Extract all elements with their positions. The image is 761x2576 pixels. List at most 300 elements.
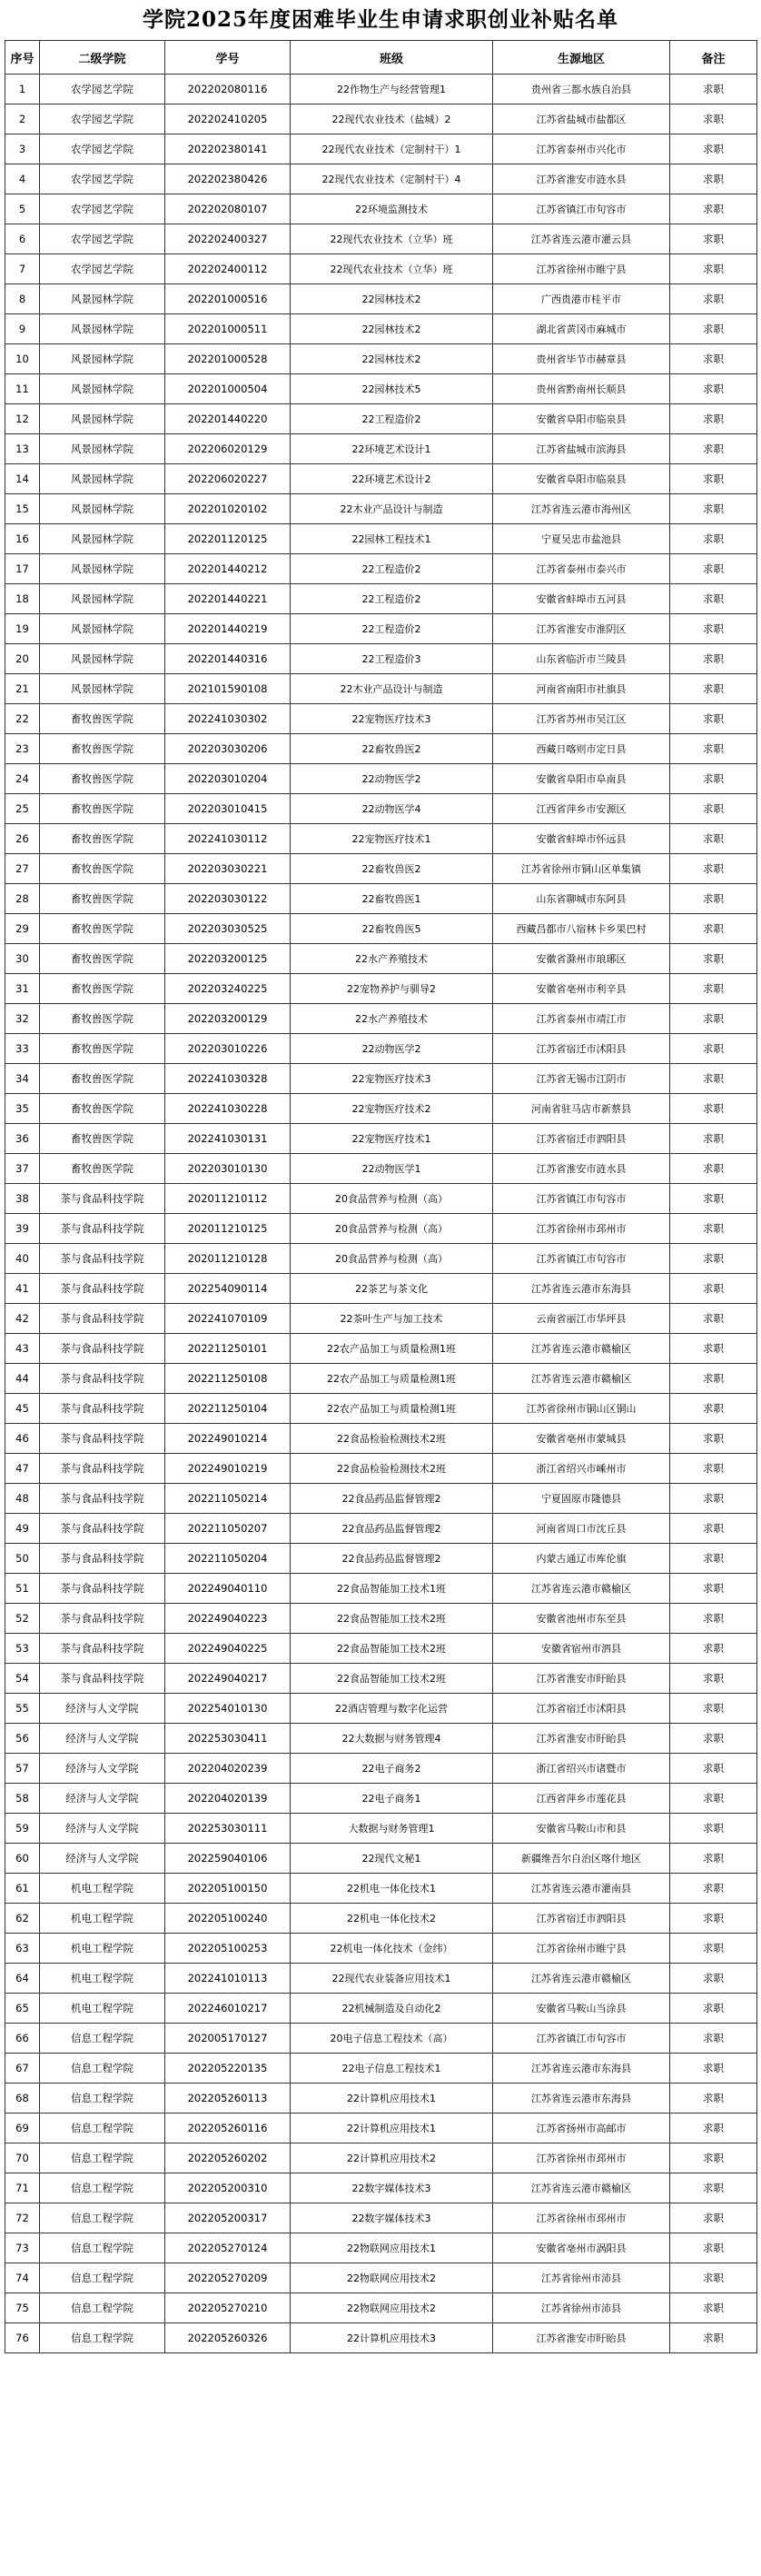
table-row (5, 134, 757, 164)
table-row (5, 1724, 757, 1754)
table-row (5, 464, 757, 494)
cell-class: 22机电一体化技术1 (291, 1874, 493, 1904)
cell-student-id: 202201000516 (165, 284, 291, 314)
cell-class: 22动物医学2 (291, 764, 493, 794)
cell-region: 宁夏吴忠市盐池县 (493, 524, 670, 554)
cell-seq: 67 (5, 2054, 40, 2084)
cell-college: 畜牧兽医学院 (40, 704, 165, 734)
cell-region: 江苏省连云港市灌南县 (493, 1874, 670, 1904)
table-row (5, 704, 757, 734)
cell-class: 22数字媒体技术3 (291, 2203, 493, 2233)
cell-student-id: 202211250101 (165, 1334, 291, 1364)
cell-region: 江苏省连云港市东海县 (493, 2054, 670, 2084)
cell-seq: 30 (5, 944, 40, 974)
cell-student-id: 202203010130 (165, 1154, 291, 1184)
cell-student-id: 202201000511 (165, 314, 291, 344)
cell-seq: 12 (5, 404, 40, 434)
cell-seq: 44 (5, 1364, 40, 1394)
cell-class: 22环境监测技术 (291, 194, 493, 224)
cell-class: 22园林工程技术1 (291, 524, 493, 554)
cell-remark: 求职 (670, 2203, 757, 2233)
cell-student-id: 202205260326 (165, 2323, 291, 2353)
cell-seq: 9 (5, 314, 40, 344)
table-row (5, 224, 757, 254)
table-row (5, 944, 757, 974)
cell-region: 江苏省宿迁市沭阳县 (493, 1034, 670, 1064)
cell-class: 22工程造价2 (291, 584, 493, 614)
cell-seq: 6 (5, 224, 40, 254)
cell-remark: 求职 (670, 1154, 757, 1184)
cell-seq: 18 (5, 584, 40, 614)
cell-student-id: 202211250104 (165, 1394, 291, 1424)
cell-class: 22电子商务1 (291, 1784, 493, 1814)
cell-student-id: 202203030206 (165, 734, 291, 764)
cell-student-id: 202249040223 (165, 1604, 291, 1634)
cell-region: 江苏省扬州市高邮市 (493, 2114, 670, 2143)
cell-student-id: 202202400112 (165, 254, 291, 284)
cell-college: 机电工程学院 (40, 1934, 165, 1964)
cell-seq: 68 (5, 2084, 40, 2114)
cell-region: 江苏省宿迁市泗阳县 (493, 1904, 670, 1934)
header-student-id: 学号 (165, 41, 291, 75)
cell-seq: 72 (5, 2203, 40, 2233)
table-row (5, 884, 757, 914)
cell-region: 江苏省徐州市睢宁县 (493, 254, 670, 284)
cell-student-id: 202205220135 (165, 2054, 291, 2084)
cell-seq: 62 (5, 1904, 40, 1934)
cell-class: 22宠物医疗技术1 (291, 824, 493, 854)
cell-remark: 求职 (670, 584, 757, 614)
cell-college: 畜牧兽医学院 (40, 1124, 165, 1154)
cell-college: 机电工程学院 (40, 1994, 165, 2024)
cell-region: 浙江省绍兴市诸暨市 (493, 1754, 670, 1784)
header-remark: 备注 (670, 41, 757, 75)
cell-class: 22食品智能加工技术2班 (291, 1604, 493, 1634)
cell-student-id: 202202080116 (165, 75, 291, 104)
cell-region: 安徽省亳州市涡阳县 (493, 2233, 670, 2263)
table-row (5, 1694, 757, 1724)
cell-college: 茶与食品科技学院 (40, 1424, 165, 1454)
cell-seq: 22 (5, 704, 40, 734)
cell-college: 信息工程学院 (40, 2263, 165, 2293)
table-row (5, 344, 757, 374)
cell-remark: 求职 (670, 75, 757, 104)
cell-class: 22动物医学4 (291, 794, 493, 824)
cell-college: 畜牧兽医学院 (40, 884, 165, 914)
cell-seq: 60 (5, 1844, 40, 1874)
table-row (5, 494, 757, 524)
cell-student-id: 202203030221 (165, 854, 291, 884)
cell-region: 河南省南阳市社旗县 (493, 674, 670, 704)
cell-seq: 65 (5, 1994, 40, 2024)
cell-region: 贵州省毕节市赫章县 (493, 344, 670, 374)
table-row (5, 1484, 757, 1514)
cell-student-id: 202201000528 (165, 344, 291, 374)
cell-student-id: 202254010130 (165, 1694, 291, 1724)
cell-student-id: 202241030302 (165, 704, 291, 734)
cell-remark: 求职 (670, 314, 757, 344)
cell-college: 畜牧兽医学院 (40, 764, 165, 794)
cell-class: 22园林技术2 (291, 314, 493, 344)
table-row (5, 1334, 757, 1364)
cell-region: 安徽省蚌埠市怀远县 (493, 824, 670, 854)
cell-class: 22宠物医疗技术1 (291, 1124, 493, 1154)
cell-college: 农学园艺学院 (40, 104, 165, 134)
cell-student-id: 202241030131 (165, 1124, 291, 1154)
table-row (5, 1064, 757, 1094)
cell-region: 安徽省亳州市利辛县 (493, 974, 670, 1004)
table-row (5, 1244, 757, 1274)
cell-student-id: 202206020227 (165, 464, 291, 494)
table-row (5, 2173, 757, 2203)
cell-remark: 求职 (670, 1634, 757, 1664)
cell-class: 22宠物养护与驯导2 (291, 974, 493, 1004)
cell-class: 22茶艺与茶文化 (291, 1274, 493, 1304)
cell-class: 22畜牧兽医2 (291, 734, 493, 764)
cell-seq: 61 (5, 1874, 40, 1904)
cell-region: 江苏省淮安市淮阴区 (493, 614, 670, 644)
cell-student-id: 202202380141 (165, 134, 291, 164)
cell-region: 江苏省徐州市沛县 (493, 2293, 670, 2323)
cell-remark: 求职 (670, 524, 757, 554)
cell-college: 农学园艺学院 (40, 194, 165, 224)
cell-region: 安徽省阜阳市阜南县 (493, 764, 670, 794)
cell-seq: 59 (5, 1814, 40, 1844)
cell-remark: 求职 (670, 734, 757, 764)
cell-class: 22计算机应用技术1 (291, 2084, 493, 2114)
cell-remark: 求职 (670, 884, 757, 914)
cell-region: 西藏昌都市八宿林卡乡果巴村 (493, 914, 670, 944)
table-row (5, 1514, 757, 1544)
cell-seq: 51 (5, 1574, 40, 1604)
cell-remark: 求职 (670, 254, 757, 284)
cell-region: 浙江省绍兴市嵊州市 (493, 1454, 670, 1484)
cell-seq: 2 (5, 104, 40, 134)
cell-college: 茶与食品科技学院 (40, 1214, 165, 1244)
cell-region: 江苏省连云港市赣榆区 (493, 1574, 670, 1604)
cell-college: 风景园林学院 (40, 284, 165, 314)
cell-class: 20电子信息工程技术（高） (291, 2024, 493, 2054)
cell-remark: 求职 (670, 404, 757, 434)
cell-remark: 求职 (670, 794, 757, 824)
cell-college: 信息工程学院 (40, 2293, 165, 2323)
cell-college: 风景园林学院 (40, 494, 165, 524)
header-seq: 序号 (5, 41, 40, 75)
cell-seq: 25 (5, 794, 40, 824)
cell-class: 22物联网应用技术2 (291, 2263, 493, 2293)
cell-class: 22农产品加工与质量检测1班 (291, 1334, 493, 1364)
table-row (5, 1454, 757, 1484)
cell-college: 经济与人文学院 (40, 1814, 165, 1844)
cell-seq: 66 (5, 2024, 40, 2054)
cell-student-id: 202011210128 (165, 1244, 291, 1274)
cell-class: 22食品智能加工技术2班 (291, 1634, 493, 1664)
cell-region: 山东省临沂市兰陵县 (493, 644, 670, 674)
cell-seq: 24 (5, 764, 40, 794)
cell-seq: 31 (5, 974, 40, 1004)
cell-remark: 求职 (670, 1214, 757, 1244)
cell-college: 风景园林学院 (40, 614, 165, 644)
cell-region: 西藏日喀则市定日县 (493, 734, 670, 764)
cell-seq: 13 (5, 434, 40, 464)
cell-college: 畜牧兽医学院 (40, 1094, 165, 1124)
cell-region: 江苏省连云港市灌云县 (493, 224, 670, 254)
cell-college: 畜牧兽医学院 (40, 1004, 165, 1034)
cell-college: 茶与食品科技学院 (40, 1514, 165, 1544)
cell-college: 信息工程学院 (40, 2323, 165, 2353)
cell-student-id: 202249010214 (165, 1424, 291, 1454)
cell-class: 22食品药品监督管理2 (291, 1544, 493, 1574)
table-row (5, 2293, 757, 2323)
cell-remark: 求职 (670, 1784, 757, 1814)
cell-student-id: 202202410205 (165, 104, 291, 134)
cell-college: 经济与人文学院 (40, 1754, 165, 1784)
cell-student-id: 202203010204 (165, 764, 291, 794)
cell-college: 农学园艺学院 (40, 224, 165, 254)
cell-remark: 求职 (670, 974, 757, 1004)
cell-remark: 求职 (670, 554, 757, 584)
table-row (5, 644, 757, 674)
cell-seq: 55 (5, 1694, 40, 1724)
cell-remark: 求职 (670, 944, 757, 974)
table-row (5, 2054, 757, 2084)
cell-remark: 求职 (670, 374, 757, 404)
cell-seq: 37 (5, 1154, 40, 1184)
cell-region: 贵州省黔南州长顺县 (493, 374, 670, 404)
cell-seq: 64 (5, 1964, 40, 1994)
cell-remark: 求职 (670, 1484, 757, 1514)
cell-remark: 求职 (670, 1004, 757, 1034)
cell-student-id: 202202080107 (165, 194, 291, 224)
cell-college: 畜牧兽医学院 (40, 1064, 165, 1094)
table-row (5, 75, 757, 104)
cell-remark: 求职 (670, 1934, 757, 1964)
cell-region: 江苏省淮安市盱眙县 (493, 1724, 670, 1754)
cell-remark: 求职 (670, 1094, 757, 1124)
cell-seq: 10 (5, 344, 40, 374)
cell-student-id: 202241070109 (165, 1304, 291, 1334)
cell-region: 江苏省徐州市铜山区铜山 (493, 1394, 670, 1424)
cell-class: 22机电一体化技术2 (291, 1904, 493, 1934)
cell-region: 安徽省滁州市琅琊区 (493, 944, 670, 974)
cell-seq: 1 (5, 75, 40, 104)
cell-college: 风景园林学院 (40, 404, 165, 434)
table-row (5, 1844, 757, 1874)
cell-college: 经济与人文学院 (40, 1784, 165, 1814)
cell-seq: 52 (5, 1604, 40, 1634)
cell-remark: 求职 (670, 1904, 757, 1934)
table-row (5, 1304, 757, 1334)
cell-remark: 求职 (670, 1394, 757, 1424)
table-row (5, 974, 757, 1004)
header-college: 二级学院 (40, 41, 165, 75)
table-row (5, 374, 757, 404)
cell-class: 22食品智能加工技术2班 (291, 1664, 493, 1694)
cell-region: 安徽省池州市东至县 (493, 1604, 670, 1634)
cell-class: 22畜牧兽医2 (291, 854, 493, 884)
cell-region: 江苏省镇江市句容市 (493, 1244, 670, 1274)
cell-remark: 求职 (670, 1844, 757, 1874)
cell-seq: 57 (5, 1754, 40, 1784)
cell-college: 风景园林学院 (40, 644, 165, 674)
cell-remark: 求职 (670, 2084, 757, 2114)
cell-seq: 75 (5, 2293, 40, 2323)
table-row (5, 1364, 757, 1394)
table-row (5, 1634, 757, 1664)
cell-college: 茶与食品科技学院 (40, 1244, 165, 1274)
cell-region: 江苏省镇江市句容市 (493, 194, 670, 224)
cell-class: 22园林技术5 (291, 374, 493, 404)
cell-region: 江苏省连云港市赣榆区 (493, 1964, 670, 1994)
document-title: 学院2025年度困难毕业生申请求职创业补贴名单 (142, 7, 618, 32)
cell-remark: 求职 (670, 494, 757, 524)
table-row (5, 2203, 757, 2233)
cell-seq: 26 (5, 824, 40, 854)
cell-student-id: 202201440219 (165, 614, 291, 644)
cell-remark: 求职 (670, 464, 757, 494)
cell-remark: 求职 (670, 1034, 757, 1064)
cell-region: 江苏省宿迁市泗阳县 (493, 1124, 670, 1154)
cell-seq: 7 (5, 254, 40, 284)
cell-college: 畜牧兽医学院 (40, 734, 165, 764)
cell-seq: 32 (5, 1004, 40, 1034)
cell-student-id: 202205100240 (165, 1904, 291, 1934)
cell-remark: 求职 (670, 644, 757, 674)
table-row (5, 314, 757, 344)
cell-region: 安徽省亳州市蒙城县 (493, 1424, 670, 1454)
cell-seq: 5 (5, 194, 40, 224)
cell-class: 22环境艺术设计1 (291, 434, 493, 464)
cell-seq: 58 (5, 1784, 40, 1814)
cell-student-id: 202253030411 (165, 1724, 291, 1754)
table-header-row (5, 41, 757, 75)
cell-student-id: 202203010415 (165, 794, 291, 824)
cell-student-id: 202254090114 (165, 1274, 291, 1304)
cell-region: 安徽省马鞍山市和县 (493, 1814, 670, 1844)
cell-class: 22畜牧兽医1 (291, 884, 493, 914)
cell-student-id: 202201440221 (165, 584, 291, 614)
cell-student-id: 202205200310 (165, 2173, 291, 2203)
cell-region: 江苏省泰州市靖江市 (493, 1004, 670, 1034)
cell-college: 信息工程学院 (40, 2143, 165, 2173)
cell-class: 22物联网应用技术2 (291, 2293, 493, 2323)
cell-college: 茶与食品科技学院 (40, 1544, 165, 1574)
cell-college: 畜牧兽医学院 (40, 914, 165, 944)
cell-class: 22大数据与财务管理4 (291, 1724, 493, 1754)
cell-class: 22水产养殖技术 (291, 944, 493, 974)
cell-student-id: 202205260113 (165, 2084, 291, 2114)
cell-student-id: 202011210112 (165, 1184, 291, 1214)
cell-student-id: 202241030228 (165, 1094, 291, 1124)
cell-remark: 求职 (670, 1124, 757, 1154)
table-row (5, 584, 757, 614)
cell-student-id: 202211050207 (165, 1514, 291, 1544)
table-row (5, 1094, 757, 1124)
cell-class: 22现代农业技术（立华）班 (291, 224, 493, 254)
cell-seq: 36 (5, 1124, 40, 1154)
cell-student-id: 202202380426 (165, 164, 291, 194)
cell-student-id: 202205100253 (165, 1934, 291, 1964)
cell-class: 22农产品加工与质量检测1班 (291, 1394, 493, 1424)
cell-class: 22工程造价2 (291, 554, 493, 584)
cell-class: 22动物医学2 (291, 1034, 493, 1064)
table-row (5, 1544, 757, 1574)
table-row (5, 674, 757, 704)
cell-remark: 求职 (670, 2173, 757, 2203)
cell-student-id: 202205260116 (165, 2114, 291, 2143)
cell-seq: 33 (5, 1034, 40, 1064)
cell-seq: 76 (5, 2323, 40, 2353)
cell-remark: 求职 (670, 134, 757, 164)
cell-college: 茶与食品科技学院 (40, 1274, 165, 1304)
cell-class: 20食品营养与检测（高） (291, 1184, 493, 1214)
cell-class: 22工程造价3 (291, 644, 493, 674)
cell-seq: 71 (5, 2173, 40, 2203)
cell-seq: 46 (5, 1424, 40, 1454)
table-row (5, 194, 757, 224)
cell-seq: 17 (5, 554, 40, 584)
table-row (5, 1574, 757, 1604)
cell-college: 信息工程学院 (40, 2233, 165, 2263)
cell-region: 安徽省宿州市泗县 (493, 1634, 670, 1664)
table-row (5, 1664, 757, 1694)
cell-student-id: 202205270210 (165, 2293, 291, 2323)
table-row (5, 2233, 757, 2263)
cell-region: 安徽省阜阳市临泉县 (493, 404, 670, 434)
table-body (5, 75, 757, 2353)
table-row (5, 1034, 757, 1064)
cell-seq: 11 (5, 374, 40, 404)
cell-college: 风景园林学院 (40, 554, 165, 584)
cell-college: 畜牧兽医学院 (40, 974, 165, 1004)
cell-class: 22食品检验检测技术2班 (291, 1454, 493, 1484)
cell-student-id: 202211050204 (165, 1544, 291, 1574)
cell-class: 22数字媒体技术3 (291, 2173, 493, 2203)
cell-class: 22电子信息工程技术1 (291, 2054, 493, 2084)
cell-student-id: 202203030525 (165, 914, 291, 944)
cell-remark: 求职 (670, 2024, 757, 2054)
table-row (5, 764, 757, 794)
cell-student-id: 202246010217 (165, 1994, 291, 2024)
table-row (5, 794, 757, 824)
cell-student-id: 202206020129 (165, 434, 291, 464)
cell-seq: 50 (5, 1544, 40, 1574)
cell-class: 22农产品加工与质量检测1班 (291, 1364, 493, 1394)
cell-remark: 求职 (670, 2263, 757, 2293)
table-row (5, 1994, 757, 2024)
cell-student-id: 202201440212 (165, 554, 291, 584)
table-row (5, 1604, 757, 1634)
cell-remark: 求职 (670, 1814, 757, 1844)
cell-student-id: 202259040106 (165, 1844, 291, 1874)
cell-remark: 求职 (670, 1304, 757, 1334)
cell-remark: 求职 (670, 224, 757, 254)
table-row (5, 284, 757, 314)
cell-college: 茶与食品科技学院 (40, 1664, 165, 1694)
cell-remark: 求职 (670, 1694, 757, 1724)
cell-seq: 8 (5, 284, 40, 314)
cell-seq: 48 (5, 1484, 40, 1514)
cell-college: 茶与食品科技学院 (40, 1334, 165, 1364)
cell-region: 江苏省连云港市赣榆区 (493, 1364, 670, 1394)
cell-seq: 35 (5, 1094, 40, 1124)
cell-class: 22木业产品设计与制造 (291, 494, 493, 524)
cell-region: 湖北省黄冈市麻城市 (493, 314, 670, 344)
table-row (5, 1754, 757, 1784)
table-row (5, 2263, 757, 2293)
cell-class: 22工程造价2 (291, 404, 493, 434)
table-row (5, 1904, 757, 1934)
